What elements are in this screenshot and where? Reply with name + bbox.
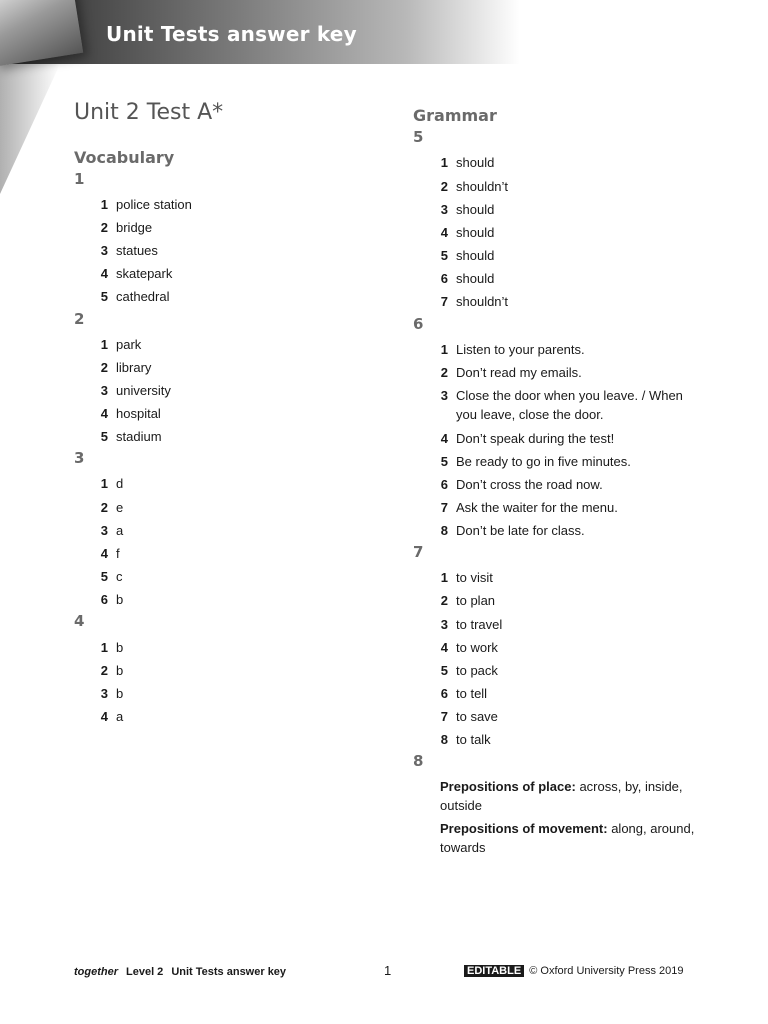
item-number: 2 (440, 593, 448, 608)
item-answer: skatepark (116, 266, 173, 281)
movement-answer: along, around, towards (440, 821, 695, 855)
item-answer: b (116, 663, 124, 678)
item-answer: should (456, 155, 495, 170)
item-number: 1 (440, 342, 448, 357)
prepositions-of-movement (440, 819, 702, 857)
item-number: 5 (440, 663, 448, 678)
item-number: 1 (100, 337, 108, 352)
question-number: 1 (74, 170, 85, 188)
item-answer: Listen to your parents. (456, 342, 585, 357)
item-answer: Don’t be late for class. (456, 523, 585, 538)
item-answer: should (456, 271, 495, 286)
item-number: 3 (100, 686, 108, 701)
item-answer: Be ready to go in five minutes. (456, 454, 631, 469)
item-answer: bridge (116, 220, 153, 235)
item-number: 1 (100, 640, 108, 655)
item-number: 1 (440, 570, 448, 585)
item-answer: library (116, 360, 152, 375)
item-answer: a (116, 523, 124, 538)
item-number: 3 (440, 617, 448, 632)
item-number: 1 (100, 476, 108, 491)
item-answer: shouldn’t (456, 294, 509, 309)
item-number: 7 (440, 500, 448, 515)
item-number: 2 (100, 663, 108, 678)
section-title-vocabulary: Vocabulary (74, 148, 175, 167)
item-answer: Don’t read my emails. (456, 365, 582, 380)
item-number: 4 (440, 640, 448, 655)
item-number: 2 (440, 365, 448, 380)
question-number: 3 (74, 449, 85, 467)
section-title-grammar: Grammar (413, 106, 497, 125)
item-number: 6 (100, 592, 108, 607)
item-number: 4 (440, 225, 448, 240)
item-answer: b (116, 592, 124, 607)
item-answer: should (456, 202, 495, 217)
item-answer: to talk (456, 732, 491, 747)
item-answer: police station (116, 197, 192, 212)
item-number: 3 (100, 523, 108, 538)
movement-label: Prepositions of movement: (440, 821, 608, 836)
item-answer: to tell (456, 686, 488, 701)
item-answer: should (456, 225, 495, 240)
item-number: 2 (100, 220, 108, 235)
footer-right (464, 965, 683, 977)
item-answer: to visit (456, 570, 493, 585)
item-number: 8 (440, 523, 448, 538)
test-title: Unit 2 Test A* (74, 100, 224, 125)
item-number: 2 (440, 179, 448, 194)
item-answer: f (116, 546, 120, 561)
item-number: 4 (100, 546, 108, 561)
item-number: 3 (440, 388, 448, 403)
decorative-shade (0, 64, 60, 194)
item-answer: b (116, 640, 124, 655)
footer-left (74, 966, 286, 978)
copyright-text: © Oxford University Press 2019 (529, 965, 684, 977)
item-answer: park (116, 337, 142, 352)
item-number: 4 (440, 431, 448, 446)
place-label: Prepositions of place: (440, 779, 576, 794)
item-answer: a (116, 709, 124, 724)
item-answer: e (116, 500, 124, 515)
item-answer: university (116, 383, 171, 398)
item-answer: c (116, 569, 123, 584)
footer-level: Level 2 (126, 966, 164, 978)
footer-brand: together (74, 966, 118, 978)
item-answer: to pack (456, 663, 498, 678)
prepositions-of-place (440, 777, 702, 815)
item-number: 5 (100, 289, 108, 304)
item-number: 6 (440, 686, 448, 701)
item-answer: d (116, 476, 124, 491)
item-answer: Ask the waiter for the menu. (456, 500, 618, 515)
item-number: 6 (440, 477, 448, 492)
item-answer: hospital (116, 406, 161, 421)
item-answer: stadium (116, 429, 162, 444)
item-number: 5 (440, 248, 448, 263)
item-number: 3 (440, 202, 448, 217)
item-answer: statues (116, 243, 158, 258)
banner-title: Unit Tests answer key (106, 22, 357, 46)
item-answer: Close the door when you leave. / When you leave, close the door. (456, 388, 683, 422)
item-number: 2 (100, 500, 108, 515)
page-number: 1 (384, 963, 392, 978)
item-number: 3 (100, 243, 108, 258)
editable-badge: EDITABLE (464, 965, 524, 977)
item-number: 5 (100, 569, 108, 584)
question-number: 6 (413, 315, 424, 333)
item-answer: b (116, 686, 124, 701)
footer-doc-title: Unit Tests answer key (171, 966, 287, 978)
item-answer: to save (456, 709, 498, 724)
item-number: 1 (100, 197, 108, 212)
question-number: 4 (74, 612, 85, 630)
item-number: 4 (100, 406, 108, 421)
item-answer: Don’t cross the road now. (456, 477, 603, 492)
item-number: 2 (100, 360, 108, 375)
item-answer: Don’t speak during the test! (456, 431, 615, 446)
item-answer: should (456, 248, 495, 263)
item-answer: to travel (456, 617, 503, 632)
item-number: 7 (440, 294, 448, 309)
item-answer: to work (456, 640, 498, 655)
question-number: 8 (413, 752, 424, 770)
item-number: 5 (440, 454, 448, 469)
item-number: 6 (440, 271, 448, 286)
item-number: 7 (440, 709, 448, 724)
question-number: 5 (413, 128, 424, 146)
item-number: 8 (440, 732, 448, 747)
item-answer: shouldn’t (456, 179, 509, 194)
item-number: 4 (100, 709, 108, 724)
question-number: 2 (74, 310, 85, 328)
item-number: 1 (440, 155, 448, 170)
item-answer: cathedral (116, 289, 170, 304)
item-number: 4 (100, 266, 108, 281)
item-number: 3 (100, 383, 108, 398)
item-number: 5 (100, 429, 108, 444)
item-answer: to plan (456, 593, 496, 608)
question-number: 7 (413, 543, 424, 561)
place-answer: across, by, inside, outside (440, 779, 683, 813)
